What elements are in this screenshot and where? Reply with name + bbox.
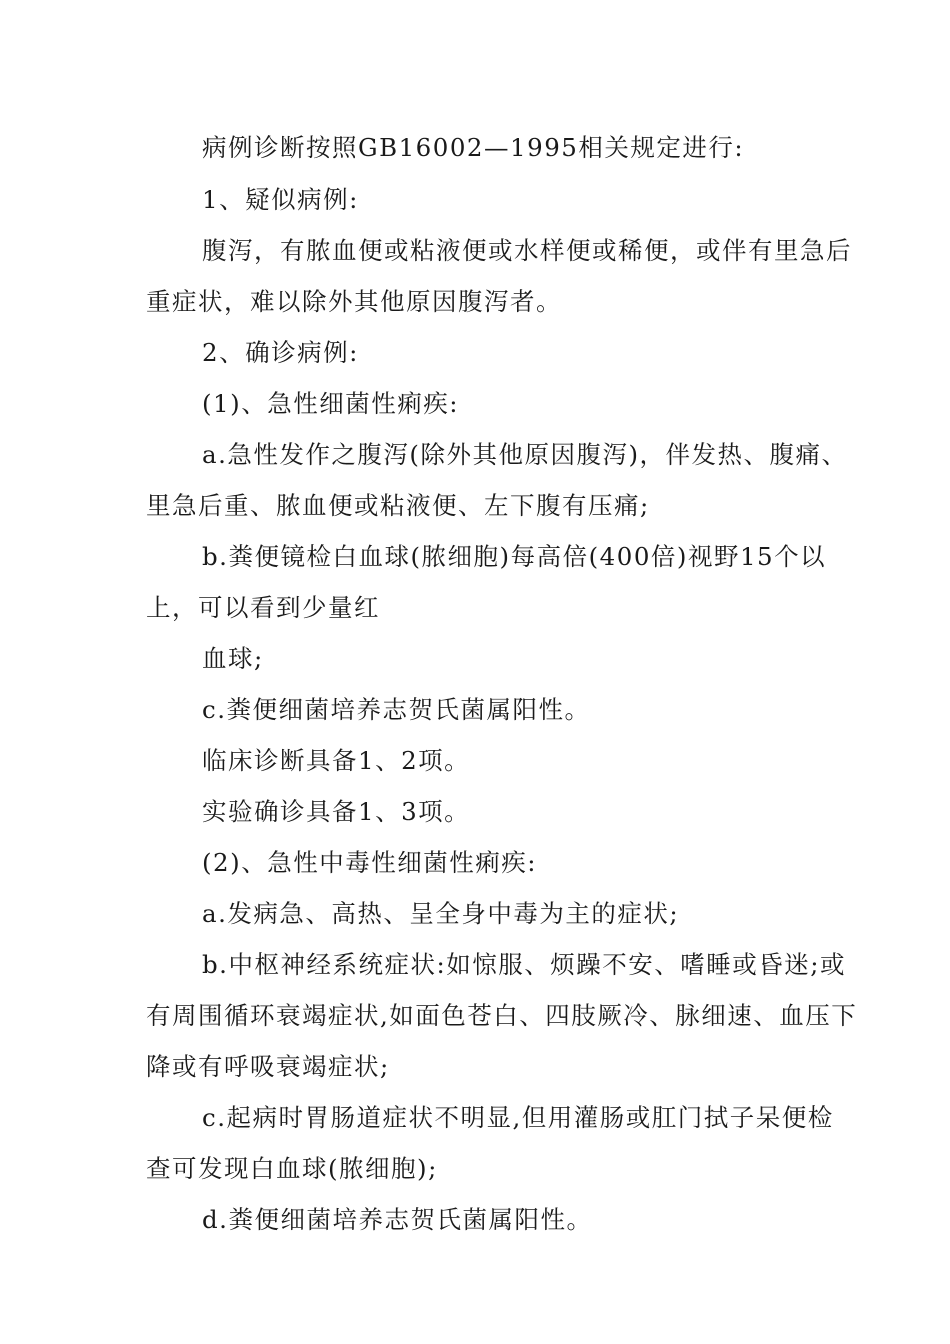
paragraph-line: 上，可以看到少量红	[146, 593, 380, 622]
list-item-c: c.粪便细菌培养志贺氏菌属阳性。	[202, 695, 591, 724]
paragraph-line: 里急后重、脓血便或粘液便、左下腹有压痛;	[146, 491, 650, 520]
subsection-heading-acute: (1)、急性细菌性痢疾:	[202, 389, 459, 418]
list-item-a: a.急性发作之腹泻(除外其他原因腹泻)，伴发热、腹痛、	[202, 440, 848, 469]
paragraph-line: 降或有呼吸衰竭症状;	[146, 1052, 390, 1081]
paragraph-line: 有周围循环衰竭症状,如面色苍白、四肢厥冷、脉细速、血压下	[146, 1001, 858, 1030]
paragraph-line: 重症状，难以除外其他原因腹泻者。	[146, 287, 562, 316]
paragraph-line: 腹泻，有脓血便或粘液便或水样便或稀便，或伴有里急后	[202, 236, 852, 265]
paragraph-line: 查可发现白血球(脓细胞);	[146, 1154, 438, 1183]
list-item-c: c.起病时胃肠道症状不明显,但用灌肠或肛门拭子呆便检	[202, 1103, 834, 1132]
lab-confirmation-note: 实验确诊具备1、3项。	[202, 797, 471, 826]
clinical-diagnosis-note: 临床诊断具备1、2项。	[202, 746, 471, 775]
section-heading-suspected: 1、疑似病例:	[202, 185, 359, 214]
paragraph-line: 血球;	[202, 644, 264, 673]
list-item-b: b.中枢神经系统症状:如惊服、烦躁不安、嗜睡或昏迷;或	[202, 950, 846, 979]
list-item-a: a.发病急、高热、呈全身中毒为主的症状;	[202, 899, 680, 928]
intro-text: 病例诊断按照GB16002—1995相关规定进行:	[202, 133, 745, 162]
section-heading-confirmed: 2、确诊病例:	[202, 338, 359, 367]
list-item-b: b.粪便镜检白血球(脓细胞)每高倍(400倍)视野15个以	[202, 542, 827, 571]
list-item-d: d.粪便细菌培养志贺氏菌属阳性。	[202, 1205, 593, 1234]
subsection-heading-toxic: (2)、急性中毒性细菌性痢疾:	[202, 848, 537, 877]
